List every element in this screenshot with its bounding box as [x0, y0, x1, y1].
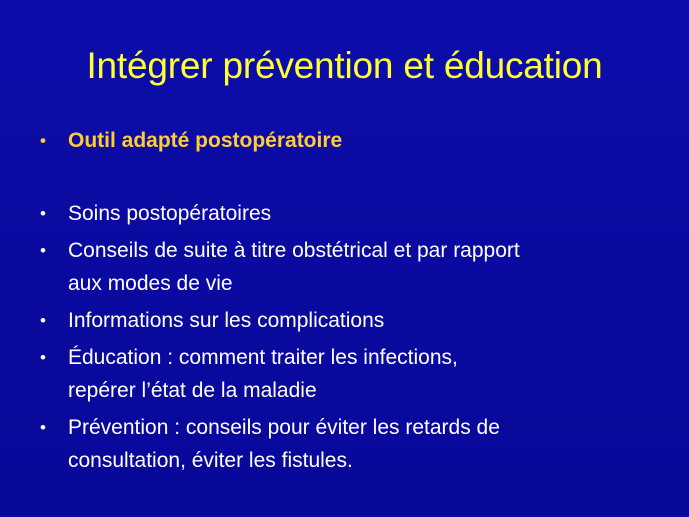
slide-title: Intégrer prévention et éducation — [86, 45, 603, 86]
bullet-item-conseils — [40, 234, 655, 300]
bullet-text: Outil adapté postopératoire — [68, 129, 343, 152]
bullet-text-line-1: Conseils de suite à titre obstétrical et par rapport — [68, 239, 520, 262]
bullet-dot-icon: • — [40, 131, 46, 150]
bullet-text: Soins postopératoires — [68, 202, 272, 225]
bullet-item-soins — [40, 197, 655, 230]
bullet-dot-icon: • — [40, 241, 46, 260]
bullet-text-line-1: Éducation : comment traiter les infections, — [68, 346, 458, 369]
bullet-text-line-2: repérer l’état de la maladie — [68, 379, 317, 402]
bullet-text: Informations sur les complications — [68, 309, 385, 332]
bullet-text-line-2: aux modes de vie — [68, 272, 233, 295]
bullet-item-informations — [40, 304, 655, 337]
bullet-highlight — [40, 124, 655, 157]
bullet-item-education — [40, 341, 655, 407]
bullet-text-line-2: consultation, éviter les fistules. — [68, 449, 353, 472]
bullet-dot-icon: • — [40, 204, 46, 223]
bullet-item-prevention — [40, 411, 655, 477]
bullet-text-line-1: Prévention : conseils pour éviter les retards de — [68, 416, 500, 439]
bullet-dot-icon: • — [40, 348, 46, 367]
bullet-dot-icon: • — [40, 311, 46, 330]
bullet-dot-icon: • — [40, 418, 46, 437]
bullet-list — [40, 124, 655, 481]
